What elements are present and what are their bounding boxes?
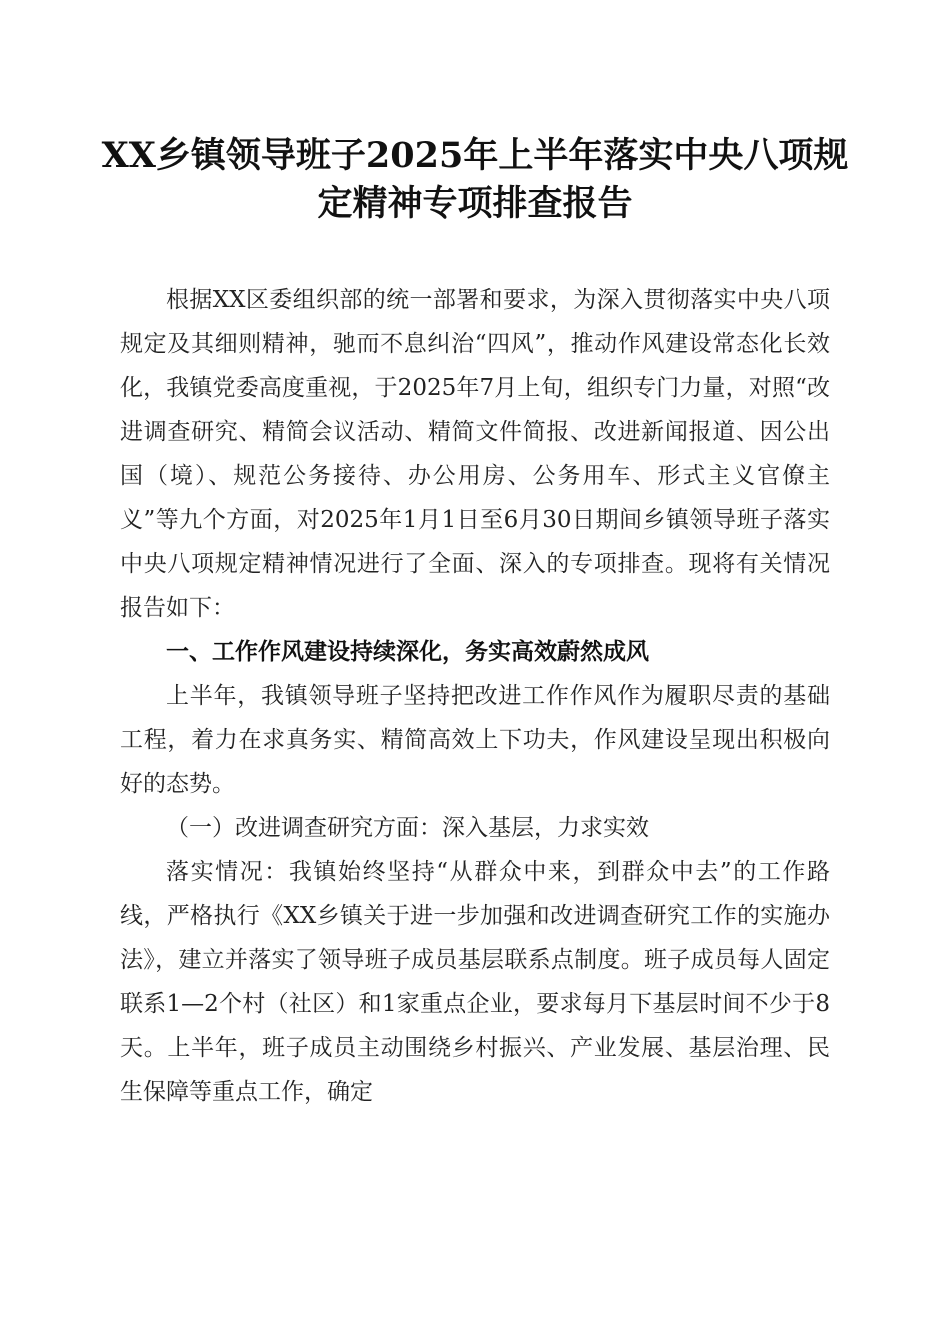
subsection-heading-1: （一）改进调查研究方面：深入基层，力求实效 — [166, 815, 649, 841]
section-1-paragraph: 上半年，我镇领导班子坚持把改进工作作风作为履职尽责的基础工程，着力在求真务实、精简高效上下功夫，作风建设呈现出积极向好的态势。 — [120, 683, 830, 797]
document-body — [120, 278, 830, 1114]
document-title: XX乡镇领导班子2025年上半年落实中央八项规定精神专项排查报告 — [101, 135, 849, 224]
section-heading-1: 一、工作作风建设持续深化，务实高效蔚然成风 — [166, 639, 649, 665]
subsection-1-paragraph: 落实情况：我镇始终坚持“从群众中来，到群众中去”的工作路线，严格执行《XX乡镇关于进一步加强和改进调查研究工作的实施办法》，建立并落实了领导班子成员基层联系点制度。班子成员每人固定联系1—2个村（社区）和1家重点企业，要求每月下基层时间不少于8天。上半年，班子成员主动围绕乡村振兴、产业发展、基层治理、民生保障等重点工作，确定 — [120, 859, 830, 1105]
intro-paragraph: 根据XX区委组织部的统一部署和要求，为深入贯彻落实中央八项规定及其细则精神，驰而不息纠治“四风”，推动作风建设常态化长效化，我镇党委高度重视，于2025年7月上旬，组织专门力量，对照“改进调查研究、精简会议活动、精简文件简报、改进新闻报道、因公出国（境）、规范公务接待、办公用房、公务用车、形式主义官僚主义”等九个方面，对2025年1月1日至6月30日期间乡镇领导班子落实中央八项规定精神情况进行了全面、深入的专项排查。现将有关情况报告如下： — [120, 287, 830, 621]
